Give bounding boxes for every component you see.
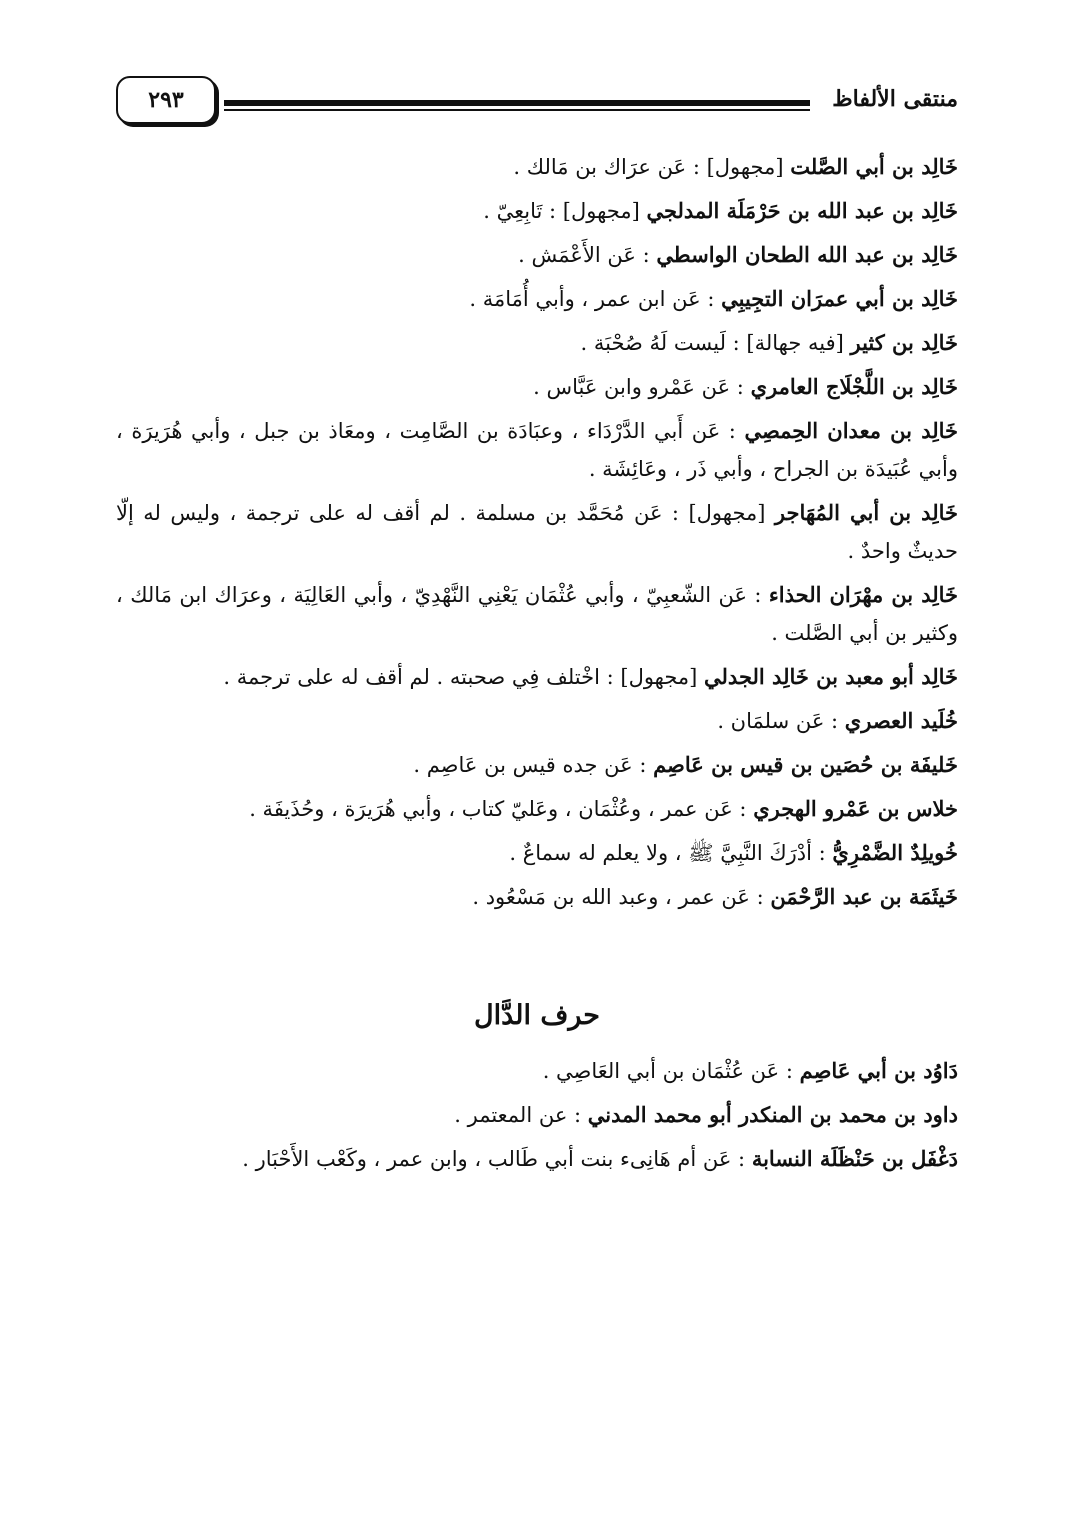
entry-name: خَيثَمَة بن عبد الرَّحْمَن (770, 884, 958, 909)
entry (116, 790, 958, 828)
entry (116, 746, 958, 784)
entry (116, 576, 958, 652)
entry-text: : عَن جده قيس بن عَاصِم . (413, 753, 654, 777)
entry-text: : عَن سلمَان . (717, 709, 845, 733)
entry-name: خَالِد بن أبي عمرَان التجِيبِي (721, 286, 958, 311)
entry-text: [مجهول] : عَن مُحَمَّد بن مسلمة . لم أقف له على ترجمة ، وليس له إلّا حديثٌ واحدٌ . (116, 501, 958, 563)
entry-text: [مجهول] : اخْتلف فِي صحبته . لم أقف له على ترجمة . (223, 665, 705, 689)
entry-text: : عَن الأَعْمَش . (518, 243, 657, 267)
entry (116, 834, 958, 872)
entry (116, 236, 958, 274)
entry-name: دَاوُد بن أبي عَاصِم (799, 1058, 958, 1083)
entry-name: خَالِد بن معدان الحِمصِي (744, 418, 958, 443)
entries-list-kha (116, 148, 958, 916)
entry-text: : عَن أم هَانِىء بنت أبي طَالب ، وابن عمر ، وكَعْب الأَحْبَار . (242, 1147, 752, 1171)
entry-name: خَالِد بن عبد الله الطحان الواسطي (656, 242, 958, 267)
entry (116, 412, 958, 488)
entry (116, 148, 958, 186)
page-header (116, 72, 958, 132)
entry-text: : أدْرَكَ النَّبِيَّ ﷺ ، ولا يعلم له سماعٌ . (509, 841, 833, 865)
section-heading: حرف الدَّال (474, 1000, 600, 1031)
entry-text: [مجهول] : تَابِعِيّ . (483, 199, 647, 223)
entry-text: : عَن أَبي الدَّرْدَاء ، وعبَادَة بن الصَّامِت ، ومعَاذ بن جبل ، وأبي هُرَيرَة ، وأبي عُبَيدَة بن الجراح ، وأبي ذَر ، وعَائِشَة . (116, 419, 958, 481)
entry (116, 368, 958, 406)
entry-name: دَغْفَل بن حَنْظَلَة النسابة (751, 1146, 958, 1171)
entry (116, 878, 958, 916)
entry-text: : عَن عمر ، وعُثْمَان ، وعَليّ كتاب ، وأبي هُرَيرَة ، وحُذَيفَة . (249, 797, 754, 821)
header-rule-thin (224, 109, 810, 111)
entry-name: خَالِد بن مهْرَان الحذاء (768, 582, 959, 607)
entry-text: : عَن عُثْمَان بن أبي العَاصِي . (542, 1059, 800, 1083)
entry-text: : عَن عَمْرو وابن عَبَّاس . (533, 375, 751, 399)
page-number: ٢٩٣ (116, 76, 216, 124)
entry (116, 494, 958, 570)
entry-text: [فيه جهالة] : لَيست لَهُ صُحْبَة . (580, 331, 851, 355)
header-rule-thick (224, 100, 810, 106)
entry (116, 658, 958, 696)
entry (116, 1140, 958, 1178)
entry-name: خُويلِدٌ الضَّمْرِيُّ (832, 840, 958, 865)
entry (116, 702, 958, 740)
entry-name: خُلَيد العصري (844, 708, 958, 733)
entry-name: خَالِد بن أبي الصَّلت (790, 154, 958, 179)
entry-name: داود بن محمد بن المنكدر أبو محمد المدني (587, 1102, 958, 1127)
entry-name: خَالِد بن كثير (850, 330, 958, 355)
running-title: منتقى الألفاظ (832, 86, 958, 112)
entry (116, 324, 958, 362)
entry (116, 1052, 958, 1090)
entry-name: خَالِد بن اللَّجْلَاج العامري (750, 374, 958, 399)
entry-name: خَالِد بن أبي المُهَاجر (774, 500, 958, 525)
entry-text: [مجهول] : عَن عرَاك بن مَالك . (513, 155, 791, 179)
entry (116, 280, 958, 318)
entry-text: : عَن الشّعبِيّ ، وأبي عُثْمَان يَعْنِي النَّهْدِيّ ، وأبي العَالِيَة ، وعرَاك ابن مَالك ، وكثير بن أبي الصَّلت . (116, 583, 958, 645)
page-content (116, 148, 958, 1184)
header-rule (224, 100, 810, 111)
entry-text: : عَن ابن عمر ، وأبي أُمَامَة . (469, 287, 722, 311)
entry-text: : عَن عمر ، وعبد الله بن مَسْعُود . (472, 885, 771, 909)
entry-name: خَليفَة بن حُصَين بن قيس بن عَاصِم (653, 752, 958, 777)
entry-text: : عن المعتمر . (454, 1103, 588, 1127)
entry (116, 192, 958, 230)
entry-name: خَالِد أبو معبد بن خَالِد الجدلي (704, 664, 958, 689)
entry (116, 1096, 958, 1134)
entry-name: خَالِد بن عبد الله بن حَرْمَلَة المدلجي (646, 198, 958, 223)
entries-list-dal (116, 1052, 958, 1178)
entry-name: خلاس بن عَمْرو الهجري (753, 796, 958, 821)
